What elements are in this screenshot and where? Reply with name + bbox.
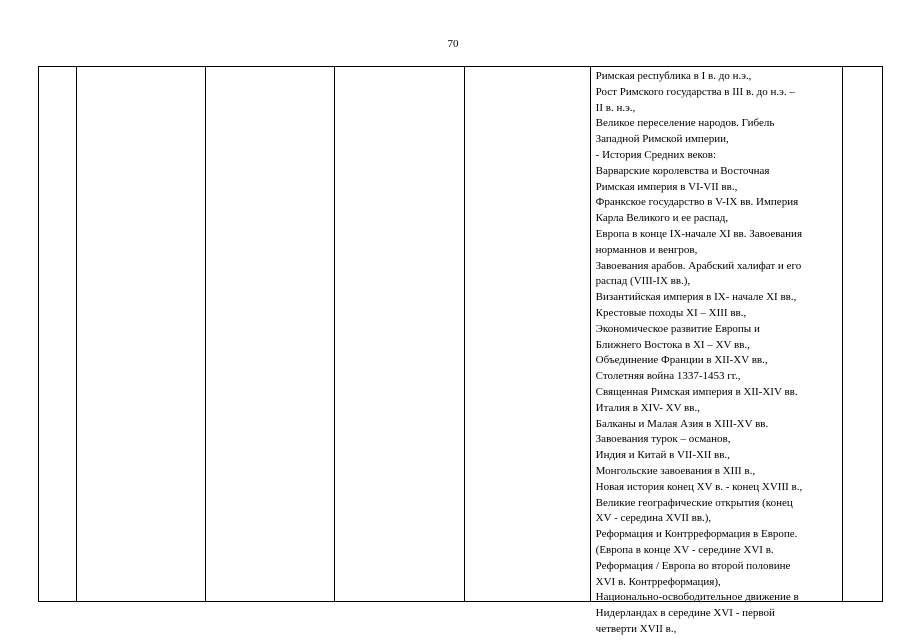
content-line: Варварские королевства и Восточная bbox=[595, 164, 770, 177]
content-line: Европа в конце IX-начале XI вв. Завоевания bbox=[595, 227, 803, 240]
content-line: Индия и Китай в VII-XII вв., bbox=[595, 449, 730, 462]
content-line: Столетняя война 1337-1453 гг., bbox=[595, 370, 741, 383]
document-table bbox=[38, 66, 883, 635]
content-line: Франкское государство в V-IX вв. Империя bbox=[595, 196, 799, 209]
content-line: XV - середина XVII вв.), bbox=[595, 512, 712, 525]
content-line: Экономическое развитие Европы и bbox=[595, 322, 760, 335]
content-line: XVI в. Контрреформация), bbox=[595, 575, 721, 588]
content-line: норманнов и венгров, bbox=[595, 243, 698, 256]
content-line: - История Средних веков: bbox=[595, 148, 717, 161]
content-line: (Европа в конце XV - середине XVI в. bbox=[595, 543, 774, 556]
content-line: Реформация / Европа во второй половине bbox=[595, 559, 791, 572]
content-line: распад (VIII-IX вв.), bbox=[595, 275, 691, 288]
content-line: Священная Римская империя в XII-XIV вв. bbox=[595, 385, 798, 398]
table-cell-1 bbox=[39, 67, 77, 601]
table-cell-2 bbox=[77, 67, 206, 601]
content-line: Завоевания арабов. Арабский халифат и его bbox=[595, 259, 802, 272]
content-line: Византийская империя в IX- начале XI вв., bbox=[595, 291, 797, 304]
content-line: Монгольские завоевания в XIII в., bbox=[595, 464, 756, 477]
content-line: Римская империя в VI-VII вв., bbox=[595, 180, 738, 193]
table-cell-7 bbox=[843, 67, 882, 601]
table-cell-content bbox=[591, 67, 843, 635]
content-line: Великие географические открытия (конец bbox=[595, 496, 793, 509]
page-number: 70 bbox=[447, 38, 459, 50]
content-line: Реформация и Контрреформация в Европе. bbox=[595, 528, 798, 541]
content-line: Рост Римского государства в III в. до н.э. – bbox=[595, 85, 795, 98]
content-line: Завоевания турок – османов, bbox=[595, 433, 731, 446]
content-line: Римская республика в I в. до н.э., bbox=[595, 70, 752, 82]
content-text bbox=[591, 67, 842, 638]
content-line: Объединение Франции в XII-XV вв., bbox=[595, 354, 768, 367]
table-cell-4 bbox=[335, 67, 465, 601]
table-cell-3 bbox=[206, 67, 336, 601]
content-line: Италия в XIV- XV вв., bbox=[595, 401, 700, 414]
content-line: Крестовые походы XI – XIII вв., bbox=[595, 306, 747, 319]
content-line: Новая история конец XV в. - конец XVIII в., bbox=[595, 480, 803, 493]
content-line: Карла Великого и ее распад, bbox=[595, 212, 729, 225]
content-line: Национально-освободительное движение в bbox=[595, 591, 799, 604]
content-line: Нидерландах в середине XVI - первой bbox=[595, 607, 775, 620]
content-line: четверти XVII в., bbox=[595, 622, 677, 635]
content-line: Ближнего Востока в XI – XV вв., bbox=[595, 338, 750, 351]
content-line: Великое переселение народов. Гибель bbox=[595, 117, 775, 130]
table-cell-5 bbox=[465, 67, 591, 601]
content-line: II в. н.э., bbox=[595, 101, 636, 114]
content-line: Западной Римской империи, bbox=[595, 133, 729, 146]
content-line: Балканы и Малая Азия в XIII-XV вв. bbox=[595, 417, 769, 430]
